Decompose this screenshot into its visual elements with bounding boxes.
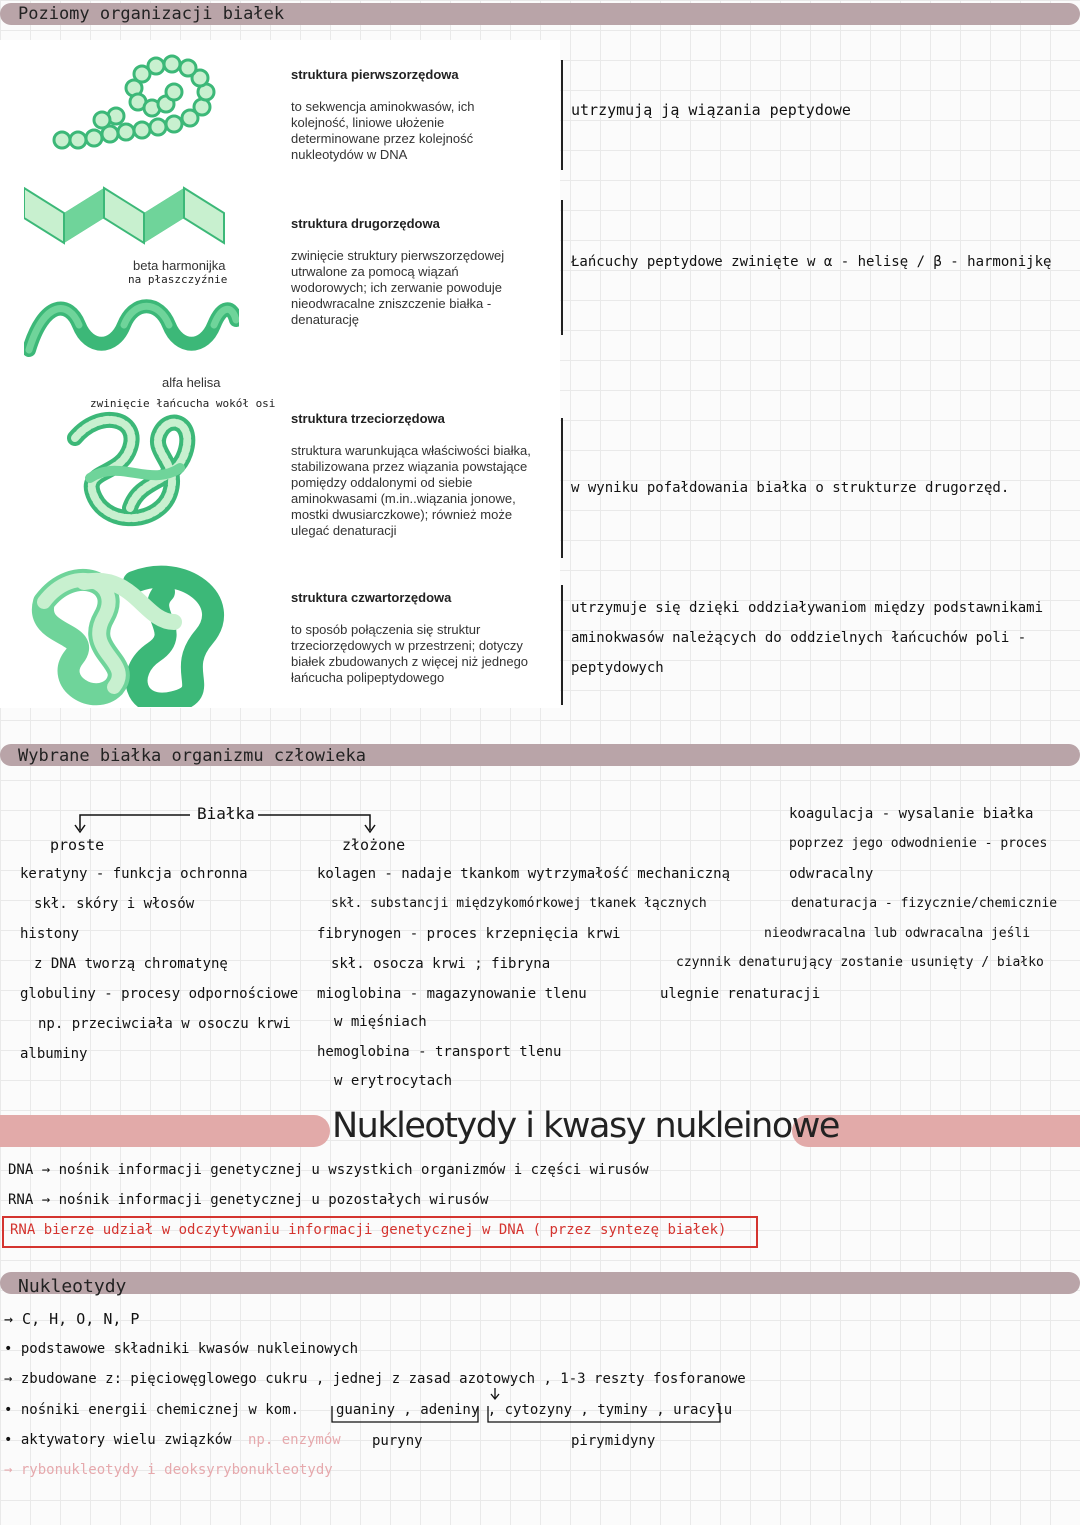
proteins-root-label: Białka bbox=[197, 804, 255, 823]
enzymes-example: np. enzymów bbox=[248, 1432, 341, 1448]
level-1-description: to sekwencja aminokwasów, ich kolejność, liniowe ułożenie determinowane przez kolejność nukleotydów w DNA bbox=[291, 99, 475, 162]
simple-line-1: keratyny - funkcja ochronna bbox=[20, 866, 248, 882]
section-title-protein-levels: Poziomy organizacji białek bbox=[18, 4, 285, 24]
level-2-title: struktura drugorzędowa bbox=[291, 216, 440, 231]
separator-line-2 bbox=[561, 200, 563, 335]
purines-label: puryny bbox=[372, 1433, 423, 1449]
level-3-title: struktura trzeciorzędowa bbox=[291, 411, 445, 426]
level-4-note-line-3: peptydowych bbox=[571, 660, 664, 676]
ribonucleotides-line: → rybonukleotydy i deoksyrybonukleotydy bbox=[4, 1462, 333, 1478]
pyrimidines-label: pirymidyny bbox=[571, 1433, 656, 1449]
rna-role-text: RNA bierze udział w odczytywaniu informacji genetycznej w DNA ( przez syntezę białek) bbox=[10, 1222, 727, 1238]
section-banner-nucleotides bbox=[0, 1272, 1080, 1294]
alpha-helix-illustration bbox=[24, 295, 239, 360]
level-4-description: to sposób połączenia się struktur trzeciorzędowych w przestrzeni; dotyczy białek zbudowanych z więcej niż jednego łańcucha polipeptydowego bbox=[291, 622, 529, 685]
separator-line-4 bbox=[561, 585, 563, 705]
right-note-line-7: ulegnie renaturacji bbox=[660, 986, 821, 1002]
level-4-note-line-2: aminokwasów należących do oddzielnych łańcuchów poli - bbox=[571, 630, 1027, 646]
dna-line: DNA → nośnik informacji genetycznej u wszystkich organizmów i części wirusów bbox=[8, 1162, 649, 1178]
complex-line-1: kolagen - nadaje tkankom wytrzymałość mechaniczną bbox=[317, 866, 731, 882]
alpha-helix-label: alfa helisa bbox=[162, 375, 221, 390]
simple-line-4: z DNA tworzą chromatynę bbox=[34, 956, 228, 972]
simple-line-3: histony bbox=[20, 926, 80, 942]
level-2-description: zwinięcie struktury pierwszorzędowej utrwalone za pomocą wiązań wodorowych; ich zerwanie powoduje nieodwracalne zniszczenie białka - denaturację bbox=[291, 248, 505, 327]
rna-line: RNA → nośnik informacji genetycznej u pozostałych wirusów bbox=[8, 1192, 489, 1208]
nitrogen-bases-list: guaniny , adeniny , cytozyny , tyminy , uracylu bbox=[336, 1402, 733, 1418]
level-4-title: struktura czwartorzędowa bbox=[291, 590, 452, 605]
alpha-helix-note: zwinięcie łańcucha wokół osi bbox=[90, 397, 276, 410]
section-title-nucleotides: Nukleotydy bbox=[18, 1276, 127, 1297]
section-title-selected-proteins: Wybrane białka organizmu człowieka bbox=[18, 746, 366, 766]
primary-structure-illustration bbox=[50, 52, 240, 152]
complex-line-4: skł. osocza krwi ; fibryna bbox=[331, 956, 551, 972]
right-note-line-4: denaturacja - fizycznie/chemicznie bbox=[791, 896, 1058, 911]
right-note-line-2: poprzez jego odwodnienie - proces bbox=[789, 836, 1048, 851]
level-4-note-line-1: utrzymuje się dzięki oddziaływaniom między podstawnikami bbox=[571, 600, 1044, 616]
complex-line-7: hemoglobina - transport tlenu bbox=[317, 1044, 562, 1060]
right-note-line-3: odwracalny bbox=[789, 866, 874, 882]
complex-line-2: skł. substancji międzykomórkowej tkanek łącznych bbox=[331, 896, 707, 911]
level-2-note: Łańcuchy peptydowe zwinięte w α - helisę / β - harmonijkę bbox=[571, 254, 1052, 270]
simple-line-7: albuminy bbox=[20, 1046, 88, 1062]
level-1-note: utrzymują ją wiązania peptydowe bbox=[571, 101, 851, 119]
nucleotide-build: → zbudowane z: pięciowęglowego cukru , jednej z zasad azotowych , 1-3 reszty fosforanowe bbox=[4, 1371, 746, 1387]
right-note-line-6: czynnik denaturujący zostanie usunięty / białko bbox=[676, 955, 1044, 970]
beta-sheet-label: beta harmonijka bbox=[133, 258, 226, 273]
complex-line-5: mioglobina - magazynowanie tlenu bbox=[317, 986, 587, 1002]
bases-brackets bbox=[330, 1388, 733, 1428]
simple-line-5: globuliny - procesy odpornościowe bbox=[20, 986, 299, 1002]
nucleotide-bullet-energy: • nośniki energii chemicznej w kom. bbox=[4, 1402, 300, 1418]
nucleic-acids-banner-left bbox=[0, 1115, 330, 1147]
complex-line-6: w mięśniach bbox=[334, 1014, 427, 1030]
simple-proteins-heading: proste bbox=[50, 836, 105, 854]
separator-line-3 bbox=[561, 418, 563, 558]
complex-line-3: fibrynogen - proces krzepnięcia krwi bbox=[317, 926, 621, 942]
beta-sheet-note: na płaszczyźnie bbox=[128, 273, 228, 286]
right-note-line-5: nieodwracalna lub odwracalna jeśli bbox=[764, 926, 1031, 941]
nucleotide-bullet-activators: • aktywatory wielu związków bbox=[4, 1432, 232, 1448]
separator-line-1 bbox=[561, 60, 563, 170]
quaternary-structure-illustration bbox=[24, 562, 239, 707]
level-3-note: w wyniku pofałdowania białka o strukturze drugorzęd. bbox=[571, 480, 1010, 496]
complex-line-8: w erytrocytach bbox=[334, 1073, 453, 1089]
tertiary-structure-illustration bbox=[60, 408, 200, 533]
level-1-title: struktura pierwszorzędowa bbox=[291, 67, 459, 82]
nucleotide-bullet-components: • podstawowe składniki kwasów nukleinowych bbox=[4, 1341, 359, 1357]
level-3-description: struktura warunkująca właściwości białka, stabilizowana przez wiązania powstające pomiędzy oddalonymi od siebie aminokwasami (m.in..wiązania jonowe, mostki dwusiarczkowe); również może ulegać denaturacji bbox=[291, 443, 531, 538]
beta-sheet-illustration bbox=[24, 178, 239, 248]
simple-line-6: np. przeciwciała w osoczu krwi bbox=[38, 1016, 291, 1032]
nucleic-acids-title: Nukleotydy i kwasy nukleinowe bbox=[332, 1106, 839, 1146]
simple-line-2: skł. skóry i włosów bbox=[34, 896, 195, 912]
right-note-line-1: koagulacja - wysalanie białka bbox=[789, 806, 1034, 822]
nucleotide-elements: → C, H, O, N, P bbox=[4, 1310, 140, 1328]
complex-proteins-heading: złożone bbox=[342, 836, 406, 854]
